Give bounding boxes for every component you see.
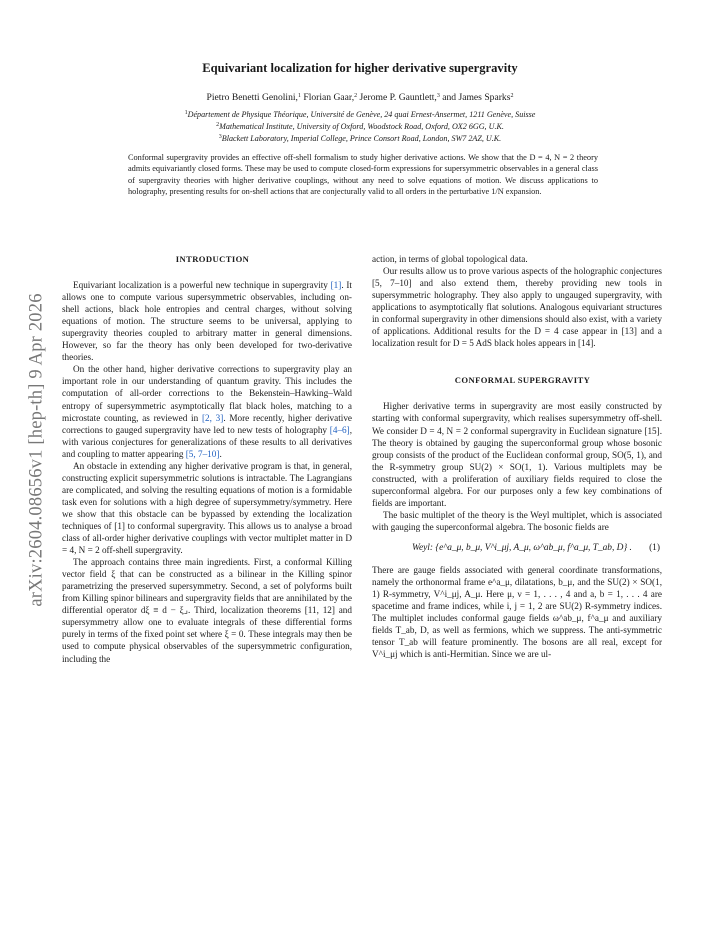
arxiv-stamp <box>22 240 52 660</box>
equation-1 <box>372 542 662 554</box>
right-column <box>372 253 662 660</box>
paragraph: On the other hand, higher derivative corrections to supergravity play an important role in our understanding of quantum gravity. This includes the computation of all-order corrections to the Bekenstein–Hawking–Wald entropy of supersymmetric asymptotically flat black holes, matching to a microstate counting, as reviewed in [2, 3]. More recently, higher derivative corrections to gauged supergravity have led to new tests of holography [4–6], with various conjectures for generalizations of these results to all derivatives and coupling to matter appearing [5, 7–10]. <box>62 364 353 459</box>
arxiv-stamp-text: arXiv:2604.08656v1 [hep-th] 9 Apr 2026 <box>26 293 47 607</box>
section-heading-conformal-supergravity: CONFORMAL SUPERGRAVITY <box>454 375 591 386</box>
equation-number: (1) <box>649 542 660 553</box>
citation-link[interactable]: [2, 3] <box>201 412 224 423</box>
paragraph: action, in terms of global topological data. <box>372 254 528 264</box>
citation-link[interactable]: [4–6] <box>329 424 350 435</box>
affiliation: $^3$Blackett Laboratory, Imperial College, Prince Consort Road, London, SW7 2AZ, U.K. <box>218 134 502 143</box>
citation-link[interactable]: [1] <box>330 280 342 291</box>
author-list <box>0 92 720 103</box>
paragraph: The basic multiplet of the theory is the Weyl multiplet, which is associated with gauging the superconformal algebra. The bosonic fields are <box>372 509 662 532</box>
author: Pietro Benetti Genolini,$^1$ <box>206 92 301 103</box>
paragraph: Higher derivative terms in supergravity are most easily constructed by starting with conformal supergravity, which realises supersymmetry off-shell. We consider D = 4, N = 2 conformal supergravity in Euclidean signature [15]. The theory is obtained by gauging the superconformal group whose bosonic group consists of the product of the Euclidean conformal group, SO(5, 1), and the R-symmetry group SU(2) × SO(1, 1). Various multiplets may be constructed, with a proliferation of auxiliary fields required to close the superconformal algebra. For our purposes only a few key combinations of fields are important. <box>372 401 662 508</box>
left-column <box>62 253 352 665</box>
paragraph: Equivariant localization is a powerful new technique in supergravity [1]. It allows one to compute various supersymmetric observables, including on-shell actions, black hole entropies and central charges, without solving equations of motion. The structure seems to be universal, applying to supergravity theories coupled to arbitrary matter in general dimensions. However, so far the theory has only been developed for two-derivative theories. <box>62 280 352 363</box>
author: and James Sparks$^2$ <box>442 92 514 103</box>
affiliation: $^2$Mathematical Institute, University of Oxford, Woodstock Road, Oxford, OX2 6GG, U.K. <box>216 122 504 131</box>
abstract: Conformal supergravity provides an effective off-shell formalism to study higher derivative actions. We show that the D = 4, N = 2 theory admits equivariantly closed forms. These may be used to compute closed-form expressions for supersymmetric observables in a general class of supergravity theories with higher derivative couplings, without any need to solve equations of motion. We discuss applications to holography, presenting results for on-shell actions that are conjecturally valid to all orders in the perturbative 1/N expansion. <box>128 153 598 197</box>
author: Jerome P. Gauntlett,$^3$ <box>359 92 440 103</box>
equation-body: Weyl: {e^a_μ, b_μ, V^i_μj, A_μ, ω^ab_μ, f^a_μ, T_ab, D} . <box>412 542 632 553</box>
paragraph: The approach contains three main ingredients. First, a conformal Killing vector field ξ that can be constructed as a bilinear in the Killing spinor parametrizing the preserved supersymmetry. Second, a set of polyforms built from Killing spinor bilinears and supergravity fields that are annihilated by the differential operator dξ ≡ d − ξ⌟. Third, localization theorems [11, 12] and supersymmetry allow one to evaluate integrals of these differential forms purely in terms of the fixed point set where ξ = 0. These integrals may then be used to compute physical observables of the supersymmetric configuration, including the <box>62 557 352 664</box>
paragraph: Our results allow us to prove various aspects of the holographic conjectures [5, 7–10] and also extend them, thereby providing new tools in supersymmetric holography. They also apply to ungauged supergravity, with applications to asymptotically flat solutions. Analogous equivariant structures in conformal supergravity in other dimensions should also exist, with a variety of applications. Additional results for the D = 4 case appear in [13] and a localization result for D = 5 AdS black holes appears in [14]. <box>372 266 662 349</box>
affiliation: $^1$Département de Physique Théorique, Université de Genève, 24 quai Ernest-Ansermet, 1211 Genève, Suisse <box>184 110 536 119</box>
author: Florian Gaar,$^2$ <box>303 92 358 103</box>
section-heading-introduction: INTRODUCTION <box>175 254 250 264</box>
paper-title: Equivariant localization for higher derivative supergravity <box>202 61 518 75</box>
citation-link[interactable]: [5, 7–10] <box>185 448 220 459</box>
paragraph: There are gauge fields associated with general coordinate transformations, namely the orthonormal frame e^a_μ, dilatations, b_μ, and the SU(2) × SO(1, 1) R-symmetry, V^i_μj, A_μ. Here μ, ν = 1, . . . , 4 and a, b = 1, . . . 4 are spacetime and frame indices, while i, j = 1, 2 are SU(2) R-symmetry indices. The multiplet includes conformal gauge fields ω^ab_μ, f^a_μ and auxiliary fields T_ab, D, as well as fermions, which we suppress. The anti-symmetric tensor T_ab will feature prominently. The bosons are all real, except for V^i_μj which is anti-Hermitian. Since we are ul- <box>372 564 662 660</box>
paragraph: An obstacle in extending any higher derivative program is that, in general, constructing explicit supersymmetric solutions is intractable. The Lagrangians are complicated, and solving the resulting equations of motion is a formidable task even for solutions with a high degree of supersymmetry/symmetry. Here we show that this obstacle can be bypassed by extending the localization techniques of [1] to conformal supergravity. This allows us to analyse a broad class of all-order higher derivative couplings with vector multiplet matter in D = 4, N = 2 off-shell supergravity. <box>62 460 352 556</box>
affiliations <box>0 108 720 144</box>
